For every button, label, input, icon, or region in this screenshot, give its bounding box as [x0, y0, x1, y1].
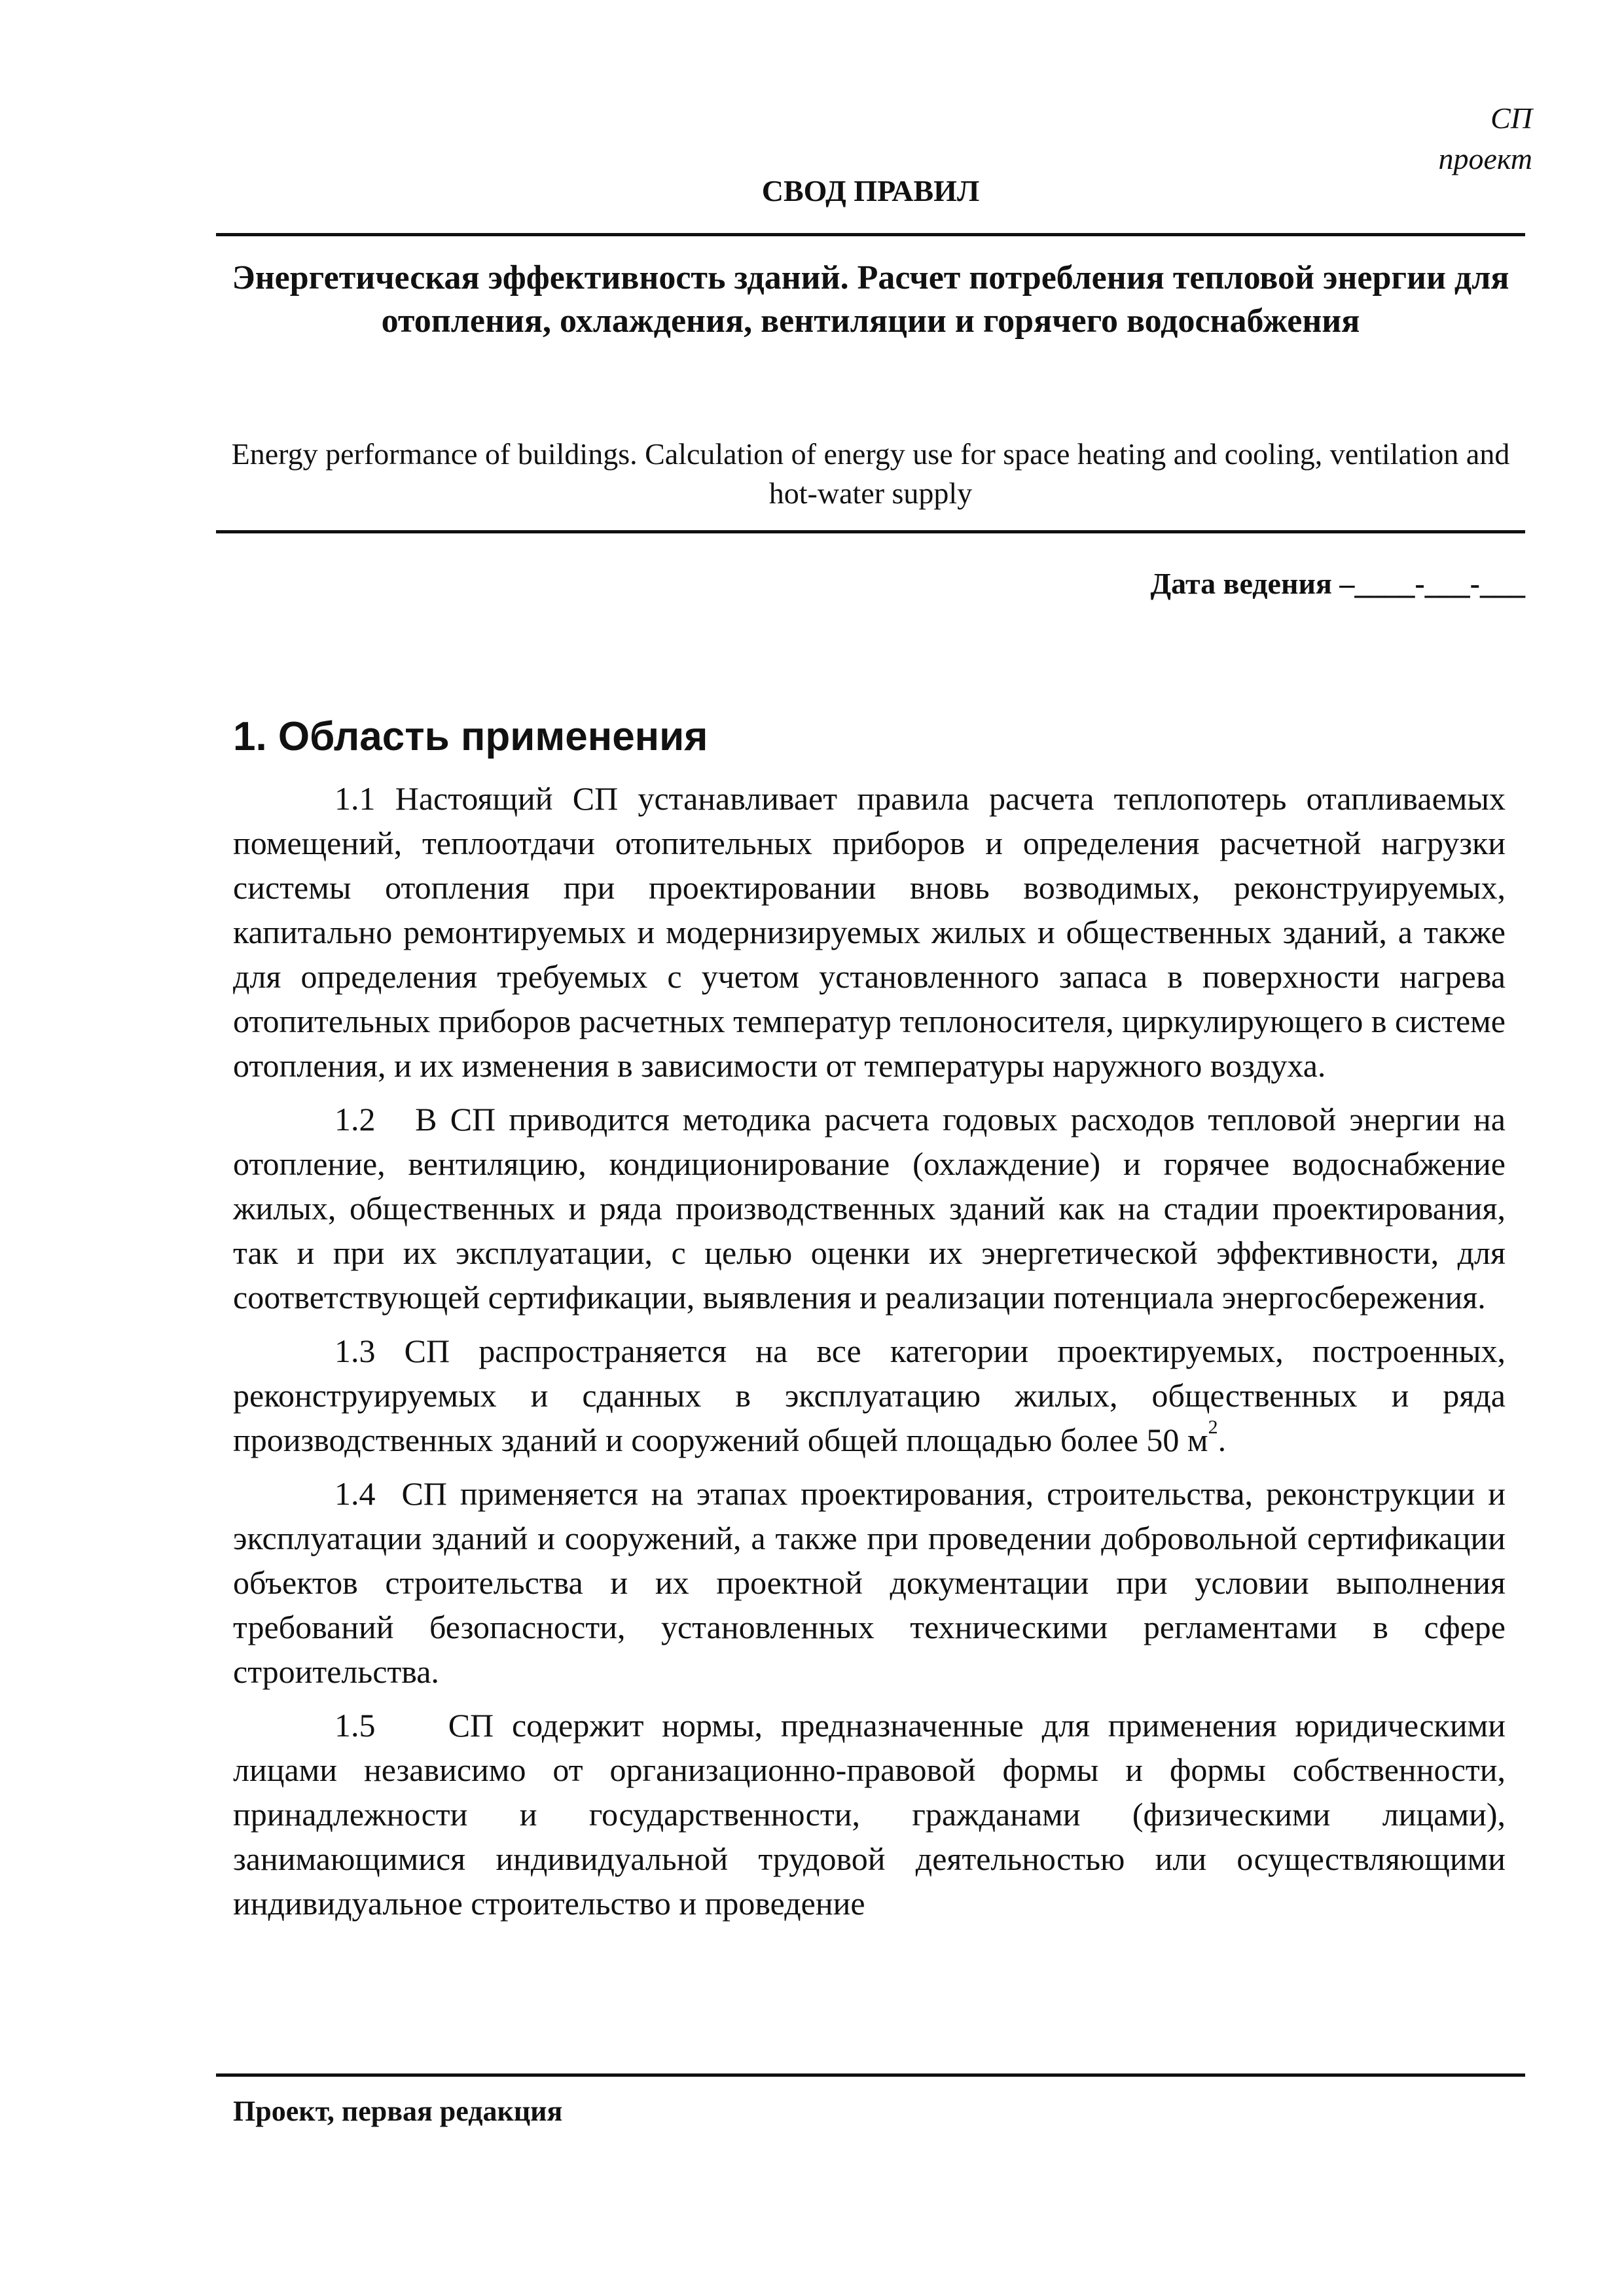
document-title-ru: Энергетическая эффективность зданий. Расчет потребления тепловой энергии для отопления, охлаждения, вентиляции и горячего водоснабжения [232, 259, 1509, 340]
paragraph-number: 1.5 [334, 1707, 376, 1744]
superscript: 2 [1208, 1416, 1218, 1438]
paragraph-1-5 [233, 1703, 1506, 1926]
paragraph-1-1 [233, 776, 1506, 1088]
paragraph-number: 1.3 [334, 1333, 376, 1369]
paragraph-tail: . [1218, 1422, 1227, 1458]
section-body [233, 776, 1506, 1935]
paragraph-1-2 [233, 1097, 1506, 1319]
paragraph-text: В СП приводится методика расчета годовых расходов тепловой энергии на отопление, вентиляцию, кондиционирование (охлаждение) и горячее водоснабжение жилых, общественных и ряда производственных зданий как на стадии проектирования, так и при их эксплуатации, с целью оценки их энергетической эффективности, для соответствующей сертификации, выявления и реализации потенциала энергосбережения. [233, 1101, 1506, 1316]
paragraph-number: 1.4 [334, 1475, 376, 1512]
document-code-block [1438, 98, 1532, 179]
edition-label: Проект, первая редакция [233, 2095, 563, 2127]
paragraph-number: 1.1 [334, 780, 376, 817]
paragraph-text: СП применяется на этапах проектирования, строительства, реконструкции и эксплуатации зданий и сооружений, а также при проведении добровольной сертификации объектов строительства и их проектной документации при условии выполнения требований безопасности, установленных техническими регламентами в сфере строительства. [233, 1475, 1506, 1690]
draft-label: проект [1438, 142, 1532, 175]
paragraph-text: Настоящий СП устанавливает правила расчета теплопотерь отапливаемых помещений, теплоотдачи отопительных приборов и определения расчетной нагрузки системы отопления при проектировании вновь возводимых, реконструируемых, капитально ремонтируемых и модернизируемых жилых и общественных зданий, а также для определения требуемых с учетом установленного запаса в поверхности нагрева отопительных приборов расчетных температур теплоносителя, циркулирующего в системе отопления, и их изменения в зависимости от температуры наружного воздуха. [233, 780, 1506, 1084]
top-divider [216, 233, 1525, 236]
section-heading: 1. Область применения [233, 714, 708, 759]
paragraph-text: СП содержит нормы, предназначенные для применения юридическими лицами независимо от организационно-правовой формы и формы собственности, принадлежности и государственности, гражданами (физическими лицами), занимающимися индивидуальной трудовой деятельностью или осуществляющими индивидуальное строительство и проведение [233, 1707, 1506, 1922]
paragraph-number: 1.2 [334, 1101, 376, 1138]
paragraph-1-3 [233, 1329, 1506, 1462]
paragraph-text: СП распространяется на все категории проектируемых, построенных, реконструируемых и сданных в эксплуатацию жилых, общественных и ряда производственных зданий и сооружений общей площадью более 50 м [233, 1333, 1506, 1458]
introduction-date: Дата ведения –____-___-___ [1150, 567, 1525, 600]
footer-divider [216, 2073, 1525, 2077]
document-code: СП [1490, 101, 1532, 135]
codex-heading: СВОД ПРАВИЛ [761, 174, 980, 207]
document-title-en: Energy performance of buildings. Calculation of energy use for space heating and cooling, ventilation and hot-water supply [231, 437, 1510, 510]
title-divider [216, 530, 1525, 533]
paragraph-1-4 [233, 1471, 1506, 1694]
